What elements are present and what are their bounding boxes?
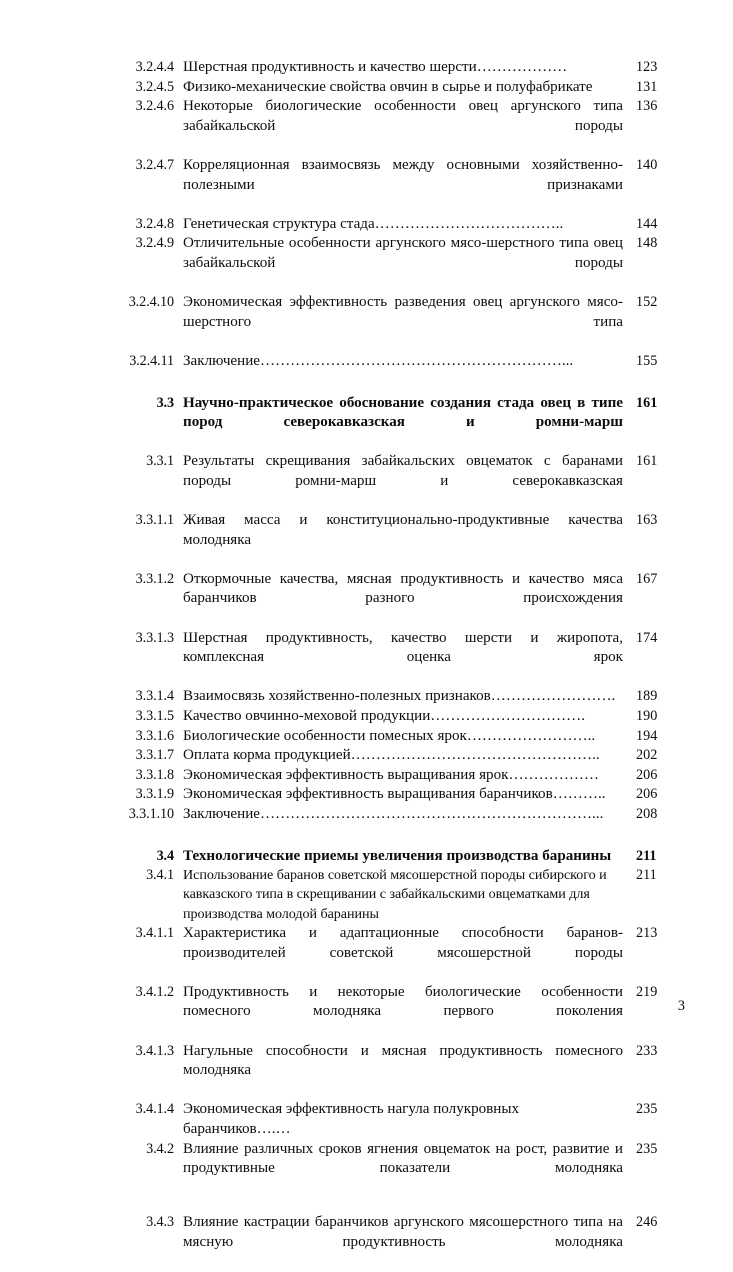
- toc-entry[interactable]: [104, 78, 682, 98]
- toc-entry[interactable]: [104, 1100, 682, 1139]
- page-folio: 3: [677, 998, 685, 1014]
- toc-entry-page-number: 213: [636, 925, 658, 942]
- toc-entry-page-number: 161: [636, 453, 658, 470]
- toc-entry-title: Шерстная продуктивность, качество шерсти и жиропота, комплексная оценка ярок: [183, 629, 623, 666]
- toc-entry-number: 3.4: [156, 847, 174, 864]
- toc-entry-title: Экономическая эффективность выращивания баранчиков………..: [183, 786, 606, 803]
- toc-entry-number: 3.2.4.7: [135, 156, 174, 173]
- toc-entry-page-number: 155: [636, 352, 658, 369]
- toc-entry-number: 3.3.1.2: [135, 570, 174, 587]
- toc-entry-title: Взаимосвязь хозяйственно-полезных признаков…………………….: [183, 688, 616, 705]
- toc-section-spacer: [104, 1198, 682, 1213]
- toc-entry-page-number: 206: [636, 766, 658, 783]
- toc-entry-page-number: 190: [636, 708, 658, 724]
- toc-entry-number: 3.2.4.8: [135, 215, 174, 232]
- toc-entry-page-number: 208: [636, 805, 658, 822]
- toc-entry-number: 3.3.1.3: [135, 629, 174, 646]
- toc-entry[interactable]: [104, 352, 682, 372]
- toc-entry-page-number: 161: [636, 394, 658, 411]
- toc-entry-page-number: 144: [636, 215, 658, 232]
- toc-entry-number: 3.3.1.9: [135, 786, 174, 803]
- toc-entry-page-number: 211: [636, 867, 657, 884]
- toc-entry-page-number: 235: [636, 1101, 658, 1118]
- toc-entry[interactable]: [104, 805, 682, 825]
- toc-entry-number: 3.2.4.6: [135, 98, 174, 115]
- toc-entry[interactable]: [104, 766, 682, 786]
- toc-entry-page-number: 189: [636, 688, 658, 705]
- toc-entry-page-number: 152: [636, 294, 658, 311]
- toc-entry-title: Научно-практическое обоснование создания стада овец в типе пород северокавказская и ромни-марш: [183, 394, 623, 431]
- toc-entry-number: 3.3.1.6: [135, 727, 174, 744]
- toc-entry[interactable]: [104, 394, 682, 453]
- toc-entry-title: Откормочные качества, мясная продуктивность и качество мяса баранчиков разного происхождения: [183, 570, 623, 607]
- toc-entry[interactable]: [104, 1042, 682, 1101]
- toc-entry[interactable]: [104, 58, 682, 78]
- toc-entry-title: Влияние кастрации баранчиков аргунского мясошерстного типа на мясную продуктивность молодняка: [183, 1214, 623, 1250]
- toc-entry-title: Результаты скрещивания забайкальских овцематок с баранами породы ромни-марш и северокавказская: [183, 453, 623, 489]
- toc-entry-title: Генетическая структура стада………………………………..: [183, 215, 564, 232]
- toc-entry-number: 3.3.1.4: [135, 688, 174, 705]
- toc-entry-title: Шерстная продуктивность и качество шерсти………………: [183, 59, 568, 75]
- toc-entry-number: 3.3.1.8: [135, 766, 174, 783]
- toc-entry[interactable]: [104, 629, 682, 688]
- toc-entry-number: 3.2.4.4: [135, 59, 174, 75]
- toc-entry-title: Экономическая эффективность разведения овец аргунского мясо-шерстного типа: [183, 294, 623, 330]
- toc-entry-number: 3.3: [156, 394, 174, 411]
- toc-entry[interactable]: [104, 847, 682, 867]
- toc-entry[interactable]: [104, 1213, 682, 1272]
- toc-entry-number: 3.3.1.5: [135, 708, 174, 724]
- toc-entry[interactable]: [104, 234, 682, 293]
- toc-entry-page-number: 233: [636, 1042, 658, 1059]
- toc-entry[interactable]: [104, 687, 682, 707]
- toc-entry[interactable]: [104, 97, 682, 156]
- toc-entry-number: 3.3.1.7: [135, 747, 174, 764]
- toc-entry-title: Использование баранов советской мясошерстной породы сибирского и кавказского типа в скрещивании с забайкальскими овцематками для производства молодой баранины: [183, 867, 607, 922]
- toc-entry[interactable]: [104, 707, 682, 727]
- toc-section-spacer: [104, 825, 682, 847]
- toc-entry[interactable]: [104, 924, 682, 983]
- toc-entry-number: 3.4.1.1: [135, 925, 174, 942]
- toc-entry-title: Качество овчинно-меховой продукции………………………….: [183, 708, 585, 724]
- toc-entry-page-number: 219: [636, 983, 658, 1000]
- toc-entry[interactable]: [104, 156, 682, 215]
- toc-entry-title: Физико-механические свойства овчин в сырье и полуфабрикате: [183, 78, 593, 95]
- toc-entry-title: Экономическая эффективность нагула полукровных баранчиков….…: [183, 1101, 520, 1137]
- toc-entry-page-number: 163: [636, 512, 658, 529]
- toc-entry[interactable]: [104, 746, 682, 766]
- toc-entry[interactable]: [104, 215, 682, 235]
- toc-entry-page-number: 194: [636, 727, 658, 744]
- toc-entry[interactable]: [104, 866, 682, 924]
- toc-entry-title: Продуктивность и некоторые биологические особенности помесного молодняка первого поколения: [183, 983, 623, 1020]
- toc-entry[interactable]: [104, 452, 682, 511]
- toc-entry-page-number: 174: [636, 629, 658, 646]
- toc-entry-page-number: 131: [636, 78, 658, 95]
- toc-entry-number: 3.4.2: [146, 1140, 174, 1157]
- toc-entry-title: Живая масса и конституционально-продуктивные качества молодняка: [183, 512, 623, 548]
- toc-entry-page-number: 148: [636, 235, 658, 252]
- toc-entry-title: Влияние различных сроков ягнения овцематок на рост, развитие и продуктивные показатели молодняка: [183, 1140, 623, 1177]
- toc-section-spacer: [104, 372, 682, 394]
- toc-entry-number: 3.3.1.10: [128, 805, 174, 822]
- toc-entry[interactable]: [104, 983, 682, 1042]
- toc-entry-title: Нагульные способности и мясная продуктивность помесного молодняка: [183, 1042, 623, 1079]
- toc-entry-title: Характеристика и адаптационные способности баранов-производителей советской мясошерстной породы: [183, 925, 623, 961]
- toc-entry-number: 3.2.4.10: [128, 294, 174, 311]
- toc-entry-title: Технологические приемы увеличения производства баранины: [183, 847, 612, 864]
- toc-entry-title: Заключение…………………………………………………………...: [183, 805, 604, 822]
- toc-entry-page-number: 167: [636, 570, 658, 587]
- toc-entry-title: Биологические особенности помесных ярок……………………..: [183, 727, 596, 744]
- toc-entry[interactable]: [104, 293, 682, 352]
- toc-entry-title: Заключение……………………………………………………...: [183, 352, 574, 369]
- toc-entry-title: Отличительные особенности аргунского мясо-шерстного типа овец забайкальской породы: [183, 235, 623, 271]
- toc-entry[interactable]: [104, 570, 682, 629]
- toc-entry-number: 3.2.4.11: [129, 352, 174, 369]
- toc-entry-title: Экономическая эффективность выращивания ярок………………: [183, 766, 600, 783]
- toc-entry-page-number: 136: [636, 98, 658, 115]
- toc-entry[interactable]: [104, 727, 682, 747]
- toc-entry-number: 3.2.4.5: [135, 78, 174, 95]
- toc-entry-page-number: 140: [636, 156, 658, 173]
- toc-entry-number: 3.3.1.1: [135, 512, 174, 529]
- toc-entry-page-number: 246: [636, 1214, 658, 1231]
- toc-entry-page-number: 202: [636, 747, 658, 764]
- toc-entry-number: 3.3.1: [146, 453, 174, 470]
- toc-entry-number: 3.4.1: [146, 867, 174, 884]
- toc-entry-title: Корреляционная взаимосвязь между основными хозяйственно-полезными признаками: [183, 156, 623, 193]
- toc-entry-page-number: 206: [636, 786, 658, 803]
- toc-entry[interactable]: [104, 511, 682, 570]
- toc-entry-number: 3.4.1.3: [135, 1042, 174, 1059]
- toc-entry-title: Оплата корма продукцией…………………………………………..: [183, 747, 600, 764]
- toc-entry-number: 3.4.1.4: [135, 1101, 174, 1118]
- toc-entry-page-number: 123: [636, 59, 658, 75]
- toc-entry-title: Некоторые биологические особенности овец аргунского типа забайкальской породы: [183, 98, 623, 134]
- toc-entry[interactable]: [104, 1140, 682, 1199]
- toc-entry-page-number: 211: [636, 847, 657, 864]
- toc-entry[interactable]: [104, 785, 682, 805]
- toc-entry-number: 3.4.1.2: [135, 983, 174, 1000]
- toc-entry-page-number: 235: [636, 1140, 658, 1157]
- toc-entry-number: 3.4.3: [146, 1214, 174, 1231]
- toc-entry-list: [104, 58, 682, 1272]
- toc-entry-number: 3.2.4.9: [135, 235, 174, 252]
